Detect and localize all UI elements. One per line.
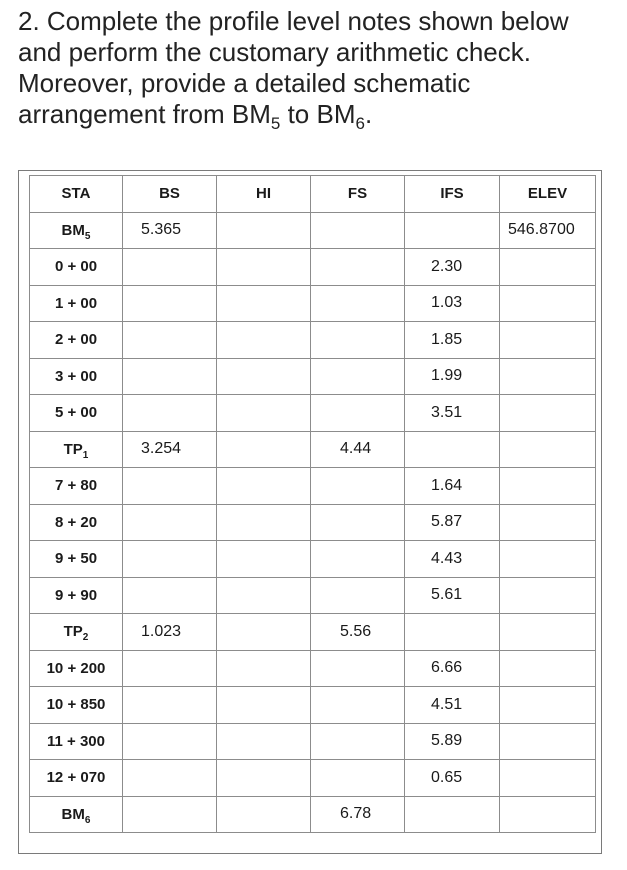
cell-bs [123,577,217,614]
cell-elev [500,614,596,651]
cell-sta [30,723,123,760]
cell-sta [30,504,123,541]
column-header-ifs: IFS [405,176,500,213]
question-line-4 [18,99,618,134]
cell-sta [30,796,123,833]
cell-elev [500,650,596,687]
question-line-1: 2. Complete the profile level notes shown below [18,6,569,36]
column-header-fs: FS [311,176,405,213]
cell-hi [217,796,311,833]
cell-hi [217,212,311,249]
bm-from-subscript: 5 [270,114,281,134]
cell-fs [311,395,405,432]
table-row [30,395,596,432]
cell-bs [123,504,217,541]
column-header-bs: BS [123,176,217,213]
cell-hi [217,577,311,614]
cell-fs [311,285,405,322]
cell-sta [30,614,123,651]
cell-hi [217,285,311,322]
cell-elev [500,687,596,724]
cell-hi [217,504,311,541]
cell-hi [217,358,311,395]
station-label: 8 + 20 [54,513,98,531]
station-label: 2 + 00 [54,331,98,349]
cell-fs [311,723,405,760]
station-label: 3 + 00 [54,367,98,385]
table-row [30,212,596,249]
cell-bs [123,541,217,578]
cell-bs [123,723,217,760]
cell-bs [123,322,217,359]
column-header-elev: ELEV [500,176,596,213]
cell-bs: 5.365 [123,212,217,249]
cell-elev [500,468,596,505]
table-row [30,468,596,505]
station-label: 5 + 00 [54,404,98,422]
table-row [30,650,596,687]
cell-ifs [405,796,500,833]
cell-sta [30,577,123,614]
station-label: 9 + 50 [54,550,98,568]
cell-bs [123,650,217,687]
cell-fs [311,212,405,249]
cell-ifs [405,614,500,651]
cell-sta [30,358,123,395]
question-line-4-start: arrangement from BM [18,99,271,129]
cell-sta [30,249,123,286]
cell-sta [30,395,123,432]
cell-sta [30,431,123,468]
table-row [30,358,596,395]
cell-ifs: 3.51 [405,395,500,432]
station-label: 12 + 070 [46,769,106,787]
cell-fs [311,358,405,395]
cell-hi [217,541,311,578]
station-label: 7 + 80 [54,477,98,495]
cell-bs [123,249,217,286]
station-subscript: 1 [82,449,89,461]
cell-elev [500,760,596,797]
cell-hi [217,431,311,468]
cell-sta [30,212,123,249]
cell-ifs: 4.43 [405,541,500,578]
cell-hi [217,760,311,797]
cell-fs [311,249,405,286]
cell-sta [30,285,123,322]
cell-elev [500,541,596,578]
question-line-3: Moreover, provide a detailed schematic [18,68,471,98]
cell-fs: 6.78 [311,796,405,833]
cell-ifs: 5.87 [405,504,500,541]
cell-ifs: 1.85 [405,322,500,359]
column-header-hi: HI [217,176,311,213]
cell-bs [123,687,217,724]
station-label: 1 + 00 [54,294,98,312]
table-row [30,541,596,578]
cell-ifs: 2.30 [405,249,500,286]
cell-bs: 3.254 [123,431,217,468]
station-label: 9 + 90 [54,586,98,604]
cell-hi [217,468,311,505]
bm-to-subscript: 6 [355,114,365,134]
station-label: TP [63,623,83,641]
cell-bs: 1.023 [123,614,217,651]
table-row [30,431,596,468]
station-subscript: 6 [84,814,91,826]
cell-ifs: 5.61 [405,577,500,614]
cell-elev [500,504,596,541]
station-subscript: 2 [82,632,89,644]
cell-bs [123,285,217,322]
table-row [30,577,596,614]
level-notes-body [30,176,596,833]
station-label: BM [61,805,85,823]
cell-elev: 546.8700 [500,212,596,249]
cell-sta [30,322,123,359]
station-label: 11 + 300 [47,732,105,750]
cell-elev [500,358,596,395]
cell-ifs: 4.51 [405,687,500,724]
question-text [18,6,618,134]
cell-bs [123,760,217,797]
table-row [30,723,596,760]
cell-hi [217,687,311,724]
station-label: BM [61,221,85,239]
cell-hi [217,322,311,359]
cell-fs [311,577,405,614]
station-label: 10 + 200 [46,659,106,677]
station-label: 0 + 00 [54,258,98,276]
cell-sta [30,468,123,505]
cell-elev [500,577,596,614]
cell-ifs: 5.89 [405,723,500,760]
cell-fs [311,687,405,724]
cell-fs [311,541,405,578]
cell-hi [217,249,311,286]
cell-bs [123,395,217,432]
question-line-4-middle: to BM [280,99,356,129]
cell-ifs [405,212,500,249]
cell-elev [500,285,596,322]
station-label: 10 + 850 [46,696,106,714]
cell-hi [217,650,311,687]
column-header-sta: STA [30,176,123,213]
cell-elev [500,322,596,359]
cell-sta [30,687,123,724]
header-row [30,176,596,213]
cell-fs: 5.56 [311,614,405,651]
cell-sta [30,650,123,687]
cell-elev [500,249,596,286]
cell-ifs [405,431,500,468]
table-row [30,760,596,797]
cell-elev [500,395,596,432]
level-notes-sheet [18,170,602,854]
cell-ifs: 1.64 [405,468,500,505]
cell-sta [30,541,123,578]
question-line-4-end: . [364,99,373,129]
cell-ifs: 1.99 [405,358,500,395]
cell-bs [123,358,217,395]
table-row [30,504,596,541]
cell-bs [123,796,217,833]
cell-fs: 4.44 [311,431,405,468]
cell-fs [311,468,405,505]
cell-sta [30,760,123,797]
cell-fs [311,504,405,541]
cell-ifs: 1.03 [405,285,500,322]
cell-bs [123,468,217,505]
cell-elev [500,431,596,468]
table-row [30,285,596,322]
cell-elev [500,723,596,760]
cell-hi [217,614,311,651]
cell-ifs: 0.65 [405,760,500,797]
table-row [30,249,596,286]
station-subscript: 5 [84,230,91,242]
cell-fs [311,760,405,797]
cell-hi [217,723,311,760]
table-row [30,687,596,724]
table-row [30,796,596,833]
station-label: TP [63,440,83,458]
cell-fs [311,322,405,359]
table-row [30,614,596,651]
cell-ifs: 6.66 [405,650,500,687]
cell-elev [500,796,596,833]
table-row [30,322,596,359]
cell-fs [311,650,405,687]
cell-hi [217,395,311,432]
question-line-2: and perform the customary arithmetic check. [18,37,531,67]
level-notes-table [29,175,596,833]
